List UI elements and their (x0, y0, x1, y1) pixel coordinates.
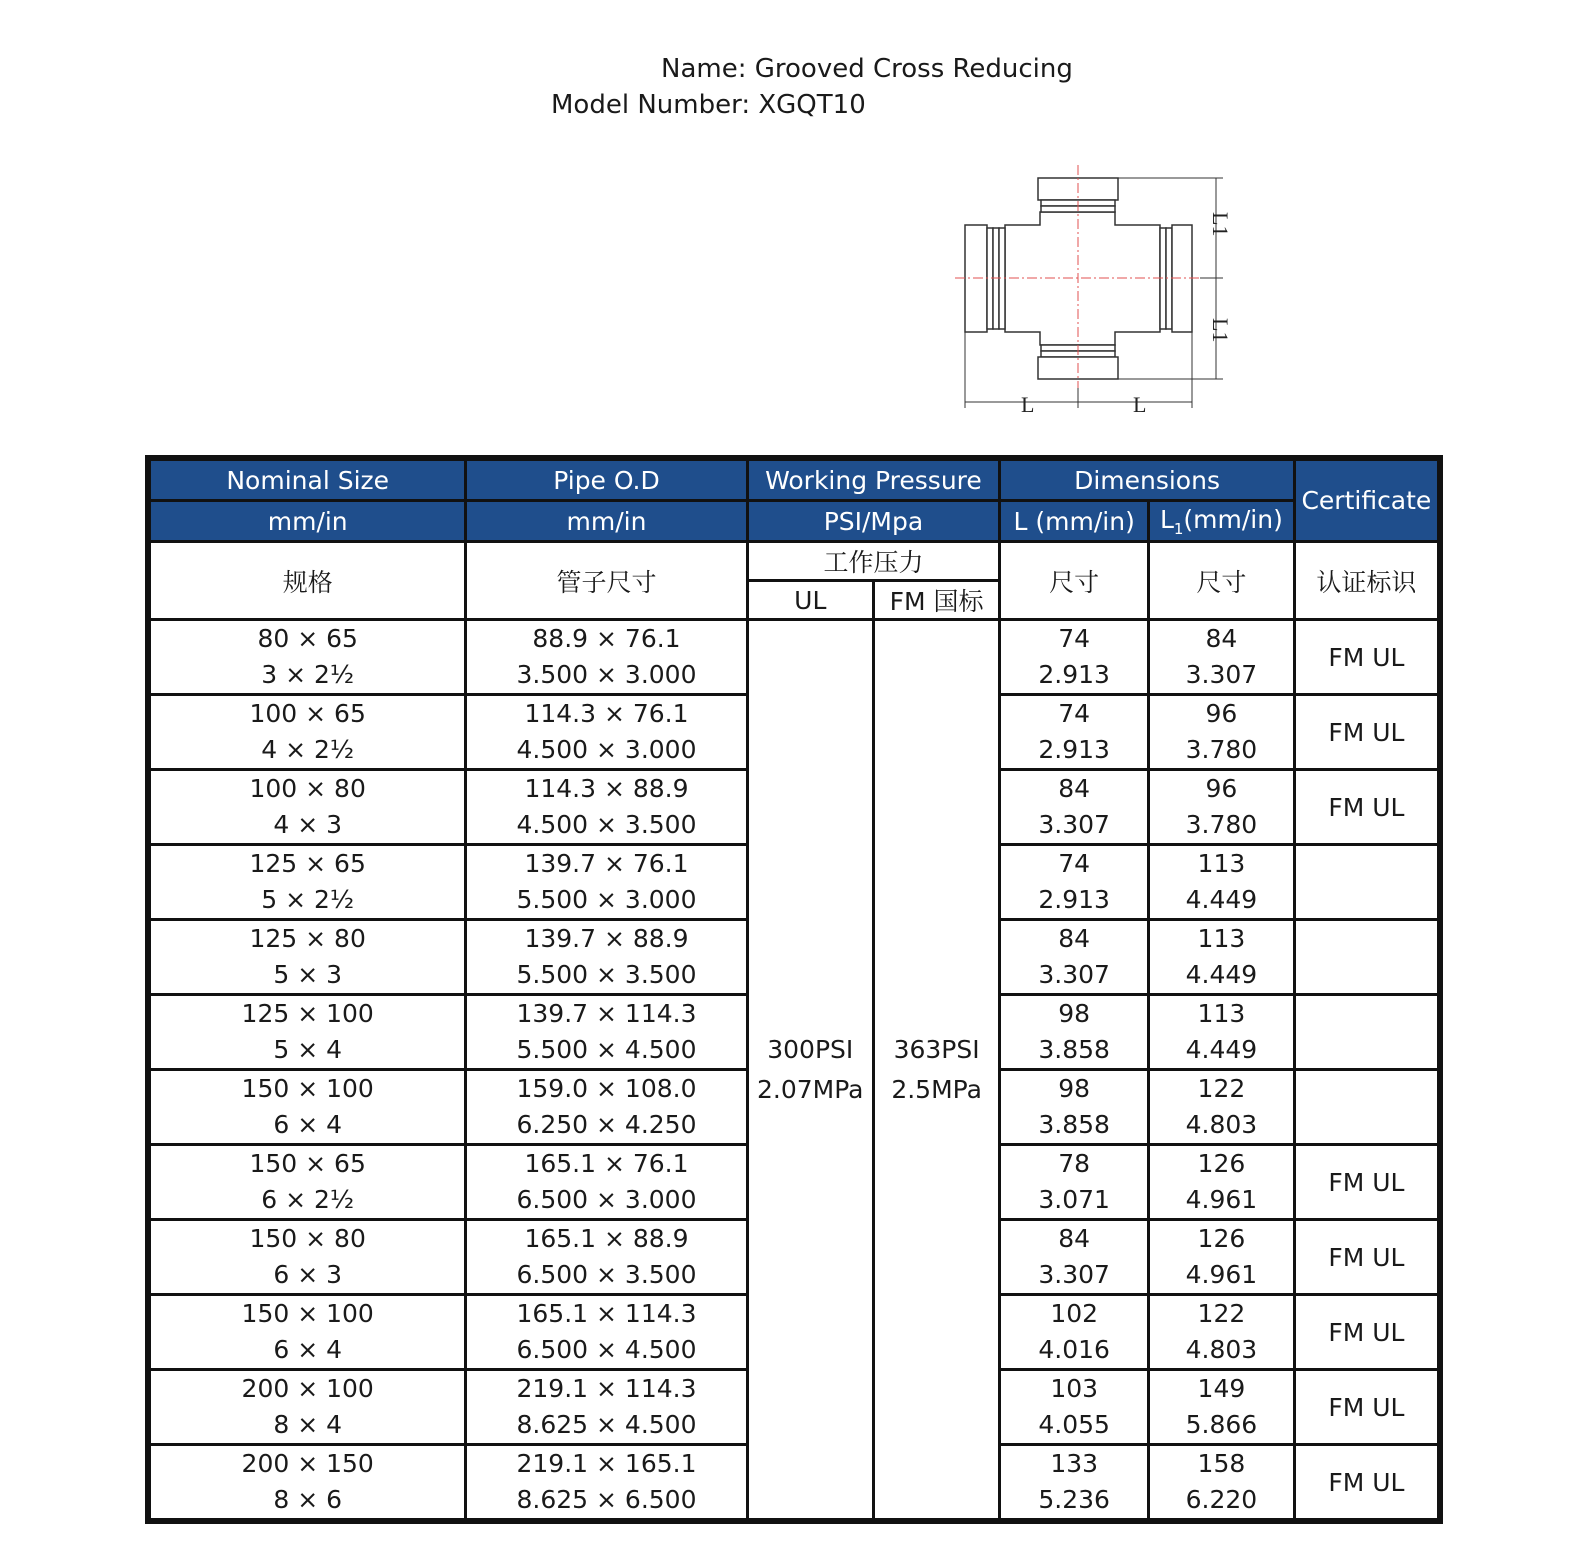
cell-pipe-od (466, 770, 747, 845)
cell-nominal (148, 770, 466, 845)
dim-l1-in: 4.449 (1185, 1035, 1258, 1064)
dim-l-mm: 84 (1058, 924, 1091, 953)
cell-nominal (148, 1295, 466, 1370)
nominal-in: 5 × 3 (273, 960, 343, 989)
cell-certificate (1294, 845, 1440, 920)
nominal-mm: 125 × 80 (249, 924, 366, 953)
pipe-od-in: 6.500 × 4.500 (516, 1335, 697, 1364)
ul-mpa: 2.07MPa (757, 1074, 864, 1104)
cell-pipe-od (466, 1070, 747, 1145)
cell-pipe-od (466, 620, 747, 695)
dim-l1-in: 4.449 (1185, 885, 1258, 914)
nominal-mm: 200 × 150 (241, 1449, 374, 1478)
nominal-mm: 125 × 65 (249, 849, 366, 878)
cell-nominal (148, 1220, 466, 1295)
nominal-in: 4 × 2½ (261, 735, 355, 764)
dim-l1-in: 4.961 (1185, 1185, 1258, 1214)
dim-l-mm: 133 (1050, 1449, 1099, 1478)
certificate-value: FM UL (1328, 642, 1405, 672)
pipe-od-in: 6.500 × 3.500 (516, 1260, 697, 1289)
dim-l1-in: 5.866 (1185, 1410, 1258, 1439)
dim-l-right: L (1133, 392, 1147, 417)
cell-l1 (1149, 1445, 1295, 1522)
nominal-mm: 80 × 65 (257, 624, 358, 653)
pipe-od-mm: 159.0 × 108.0 (516, 1074, 697, 1103)
pipe-od-mm: 114.3 × 76.1 (524, 699, 689, 728)
col-l1-unit (1149, 501, 1295, 542)
dim-l1-mm: 96 (1205, 699, 1238, 728)
cell-pipe-od (466, 1220, 747, 1295)
cell-l1 (1149, 845, 1295, 920)
pipe-od-mm: 88.9 × 76.1 (532, 624, 681, 653)
cell-nominal (148, 1370, 466, 1445)
header-row-units (148, 501, 1440, 542)
l1-suffix: (mm/in) (1183, 504, 1283, 534)
pipe-od-in: 4.500 × 3.000 (516, 735, 697, 764)
nominal-in: 5 × 2½ (261, 885, 355, 914)
dim-l-in: 5.236 (1038, 1485, 1110, 1514)
cell-certificate (1294, 1295, 1440, 1370)
cell-certificate (1294, 1220, 1440, 1295)
name-value: Grooved Cross Reducing (754, 54, 1073, 84)
dim-l1-mm: 149 (1197, 1374, 1246, 1403)
cell-nominal (148, 920, 466, 995)
cell-certificate (1294, 1070, 1440, 1145)
nominal-in: 8 × 4 (273, 1410, 343, 1439)
cell-certificate (1294, 1445, 1440, 1522)
nominal-in: 6 × 4 (273, 1335, 343, 1364)
cell-nominal (148, 845, 466, 920)
pipe-od-in: 4.500 × 3.500 (516, 810, 697, 839)
cell-l (1000, 995, 1149, 1070)
model-label: Model Number: (551, 90, 751, 120)
cn-ul-label: UL (747, 581, 873, 620)
cell-l1 (1149, 1370, 1295, 1445)
cell-nominal (148, 995, 466, 1070)
fm-mpa: 2.5MPa (891, 1074, 982, 1104)
dim-l-in: 3.307 (1038, 960, 1110, 989)
pipe-od-mm: 165.1 × 88.9 (524, 1224, 689, 1253)
dim-l-in: 3.071 (1038, 1185, 1110, 1214)
col-pipe-od-title: Pipe O.D (466, 458, 747, 501)
dim-l-in: 2.913 (1038, 885, 1110, 914)
nominal-mm: 125 × 100 (241, 999, 374, 1028)
spec-table (145, 455, 1443, 1524)
nominal-mm: 150 × 65 (249, 1149, 366, 1178)
dim-l1-mm: 126 (1197, 1149, 1246, 1178)
certificate-value: FM UL (1328, 792, 1405, 822)
dim-l1-mm: 113 (1197, 999, 1246, 1028)
cell-certificate (1294, 995, 1440, 1070)
cell-pipe-od (466, 845, 747, 920)
pipe-od-mm: 219.1 × 165.1 (516, 1449, 697, 1478)
chinese-header-row (148, 542, 1440, 581)
cell-certificate (1294, 920, 1440, 995)
cell-l (1000, 920, 1149, 995)
dim-l-in: 2.913 (1038, 660, 1110, 689)
cn-l1: 尺寸 (1149, 542, 1295, 620)
pipe-od-in: 5.500 × 3.000 (516, 885, 697, 914)
certificate-value: FM UL (1328, 1317, 1405, 1347)
dim-l1-top: L1 (1208, 212, 1233, 237)
dim-l1-in: 4.449 (1185, 960, 1258, 989)
certificate-value: FM UL (1328, 717, 1405, 747)
pipe-od-in: 6.500 × 3.000 (516, 1185, 697, 1214)
cell-l (1000, 770, 1149, 845)
cn-certificate: 认证标识 (1294, 542, 1440, 620)
cell-certificate (1294, 1370, 1440, 1445)
cell-pipe-od (466, 1295, 747, 1370)
header-row-titles (148, 458, 1440, 501)
cell-pipe-od (466, 1145, 747, 1220)
dim-l1-bottom: L1 (1208, 318, 1233, 343)
name-label: Name: (661, 54, 747, 84)
cell-nominal (148, 620, 466, 695)
dim-l1-in: 3.780 (1185, 810, 1258, 839)
cell-l (1000, 1370, 1149, 1445)
dim-l1-mm: 158 (1197, 1449, 1246, 1478)
cross-fitting-drawing (955, 160, 1255, 430)
fm-psi: 363PSI (893, 1034, 980, 1064)
pipe-od-mm: 165.1 × 114.3 (516, 1299, 697, 1328)
dim-l-mm: 102 (1050, 1299, 1099, 1328)
col-certificate-title: Certificate (1294, 458, 1440, 542)
col-nominal-title: Nominal Size (148, 458, 466, 501)
cell-l1 (1149, 1220, 1295, 1295)
pipe-od-in: 8.625 × 4.500 (516, 1410, 697, 1439)
nominal-in: 6 × 2½ (261, 1185, 355, 1214)
dim-l1-in: 6.220 (1185, 1485, 1258, 1514)
pipe-od-mm: 139.7 × 88.9 (524, 924, 689, 953)
dim-l1-mm: 113 (1197, 849, 1246, 878)
cn-l: 尺寸 (1000, 542, 1149, 620)
nominal-in: 6 × 4 (273, 1110, 343, 1139)
cell-l (1000, 1295, 1149, 1370)
cell-nominal (148, 1445, 466, 1522)
certificate-value: FM UL (1328, 1467, 1405, 1497)
col-pressure-unit: PSI/Mpa (747, 501, 1000, 542)
cell-nominal (148, 1070, 466, 1145)
col-pipe-od-unit: mm/in (466, 501, 747, 542)
cell-l (1000, 1445, 1149, 1522)
col-pressure-title: Working Pressure (747, 458, 1000, 501)
dim-l-left: L (1021, 392, 1035, 417)
cell-l (1000, 1070, 1149, 1145)
l1-prefix: L (1159, 504, 1174, 534)
nominal-mm: 200 × 100 (241, 1374, 374, 1403)
cell-l1 (1149, 620, 1295, 695)
nominal-mm: 100 × 80 (249, 774, 366, 803)
cell-pressure-ul (747, 620, 873, 1522)
cell-l1 (1149, 1295, 1295, 1370)
dim-l1-in: 4.803 (1185, 1335, 1258, 1364)
dim-l-mm: 74 (1058, 699, 1091, 728)
dim-l-mm: 103 (1050, 1374, 1099, 1403)
dim-l-in: 3.858 (1038, 1035, 1110, 1064)
nominal-in: 6 × 3 (273, 1260, 343, 1289)
cn-fm-label: FM 国标 (873, 581, 999, 620)
pipe-od-mm: 219.1 × 114.3 (516, 1374, 697, 1403)
table-row (148, 620, 1440, 695)
pipe-od-in: 5.500 × 4.500 (516, 1035, 697, 1064)
model-number (551, 90, 866, 120)
cell-certificate (1294, 620, 1440, 695)
cell-l1 (1149, 1145, 1295, 1220)
certificate-value: FM UL (1328, 1392, 1405, 1422)
dim-l1-mm: 96 (1205, 774, 1238, 803)
cn-pressure: 工作压力 (747, 542, 1000, 581)
dim-l-mm: 84 (1058, 774, 1091, 803)
dim-l1-mm: 122 (1197, 1299, 1246, 1328)
cell-pressure-fm (873, 620, 999, 1522)
col-nominal-unit: mm/in (148, 501, 466, 542)
cell-l (1000, 1220, 1149, 1295)
cell-l (1000, 695, 1149, 770)
nominal-in: 4 × 3 (273, 810, 343, 839)
dim-l1-mm: 126 (1197, 1224, 1246, 1253)
nominal-mm: 150 × 100 (241, 1299, 374, 1328)
dim-l-mm: 74 (1058, 849, 1091, 878)
dim-l-in: 3.307 (1038, 1260, 1110, 1289)
cn-pipe-od: 管子尺寸 (466, 542, 747, 620)
cell-nominal (148, 1145, 466, 1220)
dim-l-mm: 98 (1058, 1074, 1091, 1103)
cell-pipe-od (466, 995, 747, 1070)
nominal-mm: 150 × 100 (241, 1074, 374, 1103)
cell-pipe-od (466, 1370, 747, 1445)
ul-psi: 300PSI (767, 1034, 854, 1064)
model-value: XGQT10 (758, 90, 866, 120)
cell-l (1000, 1145, 1149, 1220)
pipe-od-in: 8.625 × 6.500 (516, 1485, 697, 1514)
cell-pipe-od (466, 695, 747, 770)
l1-subscript: 1 (1173, 519, 1184, 538)
nominal-in: 5 × 4 (273, 1035, 343, 1064)
dim-l-in: 4.055 (1038, 1410, 1110, 1439)
cell-l1 (1149, 920, 1295, 995)
pipe-od-in: 5.500 × 3.500 (516, 960, 697, 989)
dim-l1-in: 4.961 (1185, 1260, 1258, 1289)
cell-l1 (1149, 770, 1295, 845)
certificate-value: FM UL (1328, 1167, 1405, 1197)
cell-nominal (148, 695, 466, 770)
cell-l1 (1149, 1070, 1295, 1145)
cell-l1 (1149, 695, 1295, 770)
cell-pipe-od (466, 920, 747, 995)
cell-l (1000, 845, 1149, 920)
cell-certificate (1294, 770, 1440, 845)
dim-l-mm: 98 (1058, 999, 1091, 1028)
certificate-value: FM UL (1328, 1242, 1405, 1272)
nominal-mm: 150 × 80 (249, 1224, 366, 1253)
dim-l-in: 3.858 (1038, 1110, 1110, 1139)
nominal-in: 8 × 6 (273, 1485, 343, 1514)
cell-l1 (1149, 995, 1295, 1070)
pipe-od-mm: 139.7 × 76.1 (524, 849, 689, 878)
pipe-od-in: 3.500 × 3.000 (516, 660, 697, 689)
dim-l1-in: 3.307 (1185, 660, 1258, 689)
pipe-od-mm: 114.3 × 88.9 (524, 774, 689, 803)
dim-l-in: 3.307 (1038, 810, 1110, 839)
product-name (661, 54, 1073, 84)
dim-l-mm: 78 (1058, 1149, 1091, 1178)
cell-pipe-od (466, 1445, 747, 1522)
pipe-od-in: 6.250 × 4.250 (516, 1110, 697, 1139)
dim-l1-mm: 84 (1205, 624, 1238, 653)
dim-l-in: 2.913 (1038, 735, 1110, 764)
dim-l1-in: 4.803 (1185, 1110, 1258, 1139)
col-l-unit: L (mm/in) (1000, 501, 1149, 542)
nominal-mm: 100 × 65 (249, 699, 366, 728)
dim-l1-in: 3.780 (1185, 735, 1258, 764)
dim-l-mm: 84 (1058, 1224, 1091, 1253)
cell-certificate (1294, 695, 1440, 770)
pipe-od-mm: 165.1 × 76.1 (524, 1149, 689, 1178)
col-dimensions-title: Dimensions (1000, 458, 1294, 501)
dim-l-mm: 74 (1058, 624, 1091, 653)
nominal-in: 3 × 2½ (261, 660, 355, 689)
cn-nominal: 规格 (148, 542, 466, 620)
dim-l1-mm: 113 (1197, 924, 1246, 953)
cell-certificate (1294, 1145, 1440, 1220)
pipe-od-mm: 139.7 × 114.3 (516, 999, 697, 1028)
dim-l-in: 4.016 (1038, 1335, 1110, 1364)
cell-l (1000, 620, 1149, 695)
dim-l1-mm: 122 (1197, 1074, 1246, 1103)
